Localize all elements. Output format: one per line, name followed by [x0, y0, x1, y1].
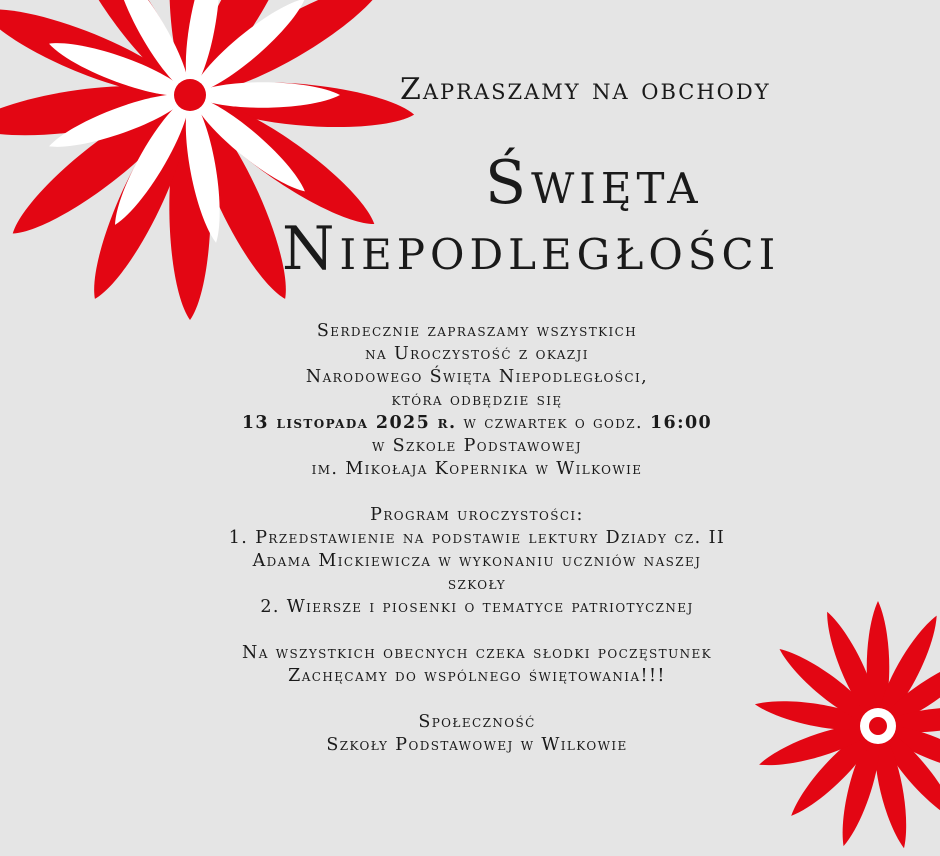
- note-line: Na wszystkich obecnych czeka słodki poczęstunek: [241, 643, 713, 663]
- program-item-1: szkoły: [447, 574, 507, 594]
- event-date-time-line: [160, 412, 794, 435]
- invitation-line: Serdecznie zapraszamy wszystkich: [316, 321, 638, 341]
- program-heading: Program uroczystości:: [370, 505, 584, 525]
- spacer: [160, 619, 794, 642]
- invitation-line: im. Mikołaja Kopernika w Wilkowie: [311, 459, 643, 479]
- invitation-line: na Uroczystość z okazji: [365, 344, 589, 364]
- invitation-line: w Szkole Podstawowej: [371, 436, 583, 456]
- signature-line: Szkoły Podstawowej w Wilkowie: [326, 735, 628, 755]
- event-day: w czwartek o godz.: [463, 413, 643, 433]
- event-date: 13 listopada 2025 r.: [241, 413, 457, 433]
- flower-center: [869, 717, 887, 735]
- spacer: [160, 688, 794, 711]
- flower-center: [174, 79, 206, 111]
- invitation-body: [160, 320, 794, 757]
- note-line: Zachęcamy do wspólnego świętowania!!!: [288, 666, 666, 686]
- invite-heading: Zapraszamy na obchody: [400, 72, 771, 107]
- program-item-1: Adama Mickiewicza w wykonaniu uczniów naszej: [252, 551, 702, 571]
- signature-line: Społeczność: [418, 712, 536, 732]
- program-item-1: 1. Przedstawienie na podstawie lektury Dziady cz. II: [228, 528, 726, 548]
- program-item-2: 2. Wiersze i piosenki o tematyce patriotycznej: [260, 597, 694, 617]
- invitation-line: Narodowego Święta Niepodległości,: [305, 367, 649, 387]
- spacer: [160, 481, 794, 504]
- event-title-line-1: Święta: [485, 148, 703, 218]
- invitation-line: która odbędzie się: [391, 390, 563, 410]
- event-time: 16:00: [649, 413, 713, 433]
- event-title-line-2: Niepodległości: [282, 214, 781, 284]
